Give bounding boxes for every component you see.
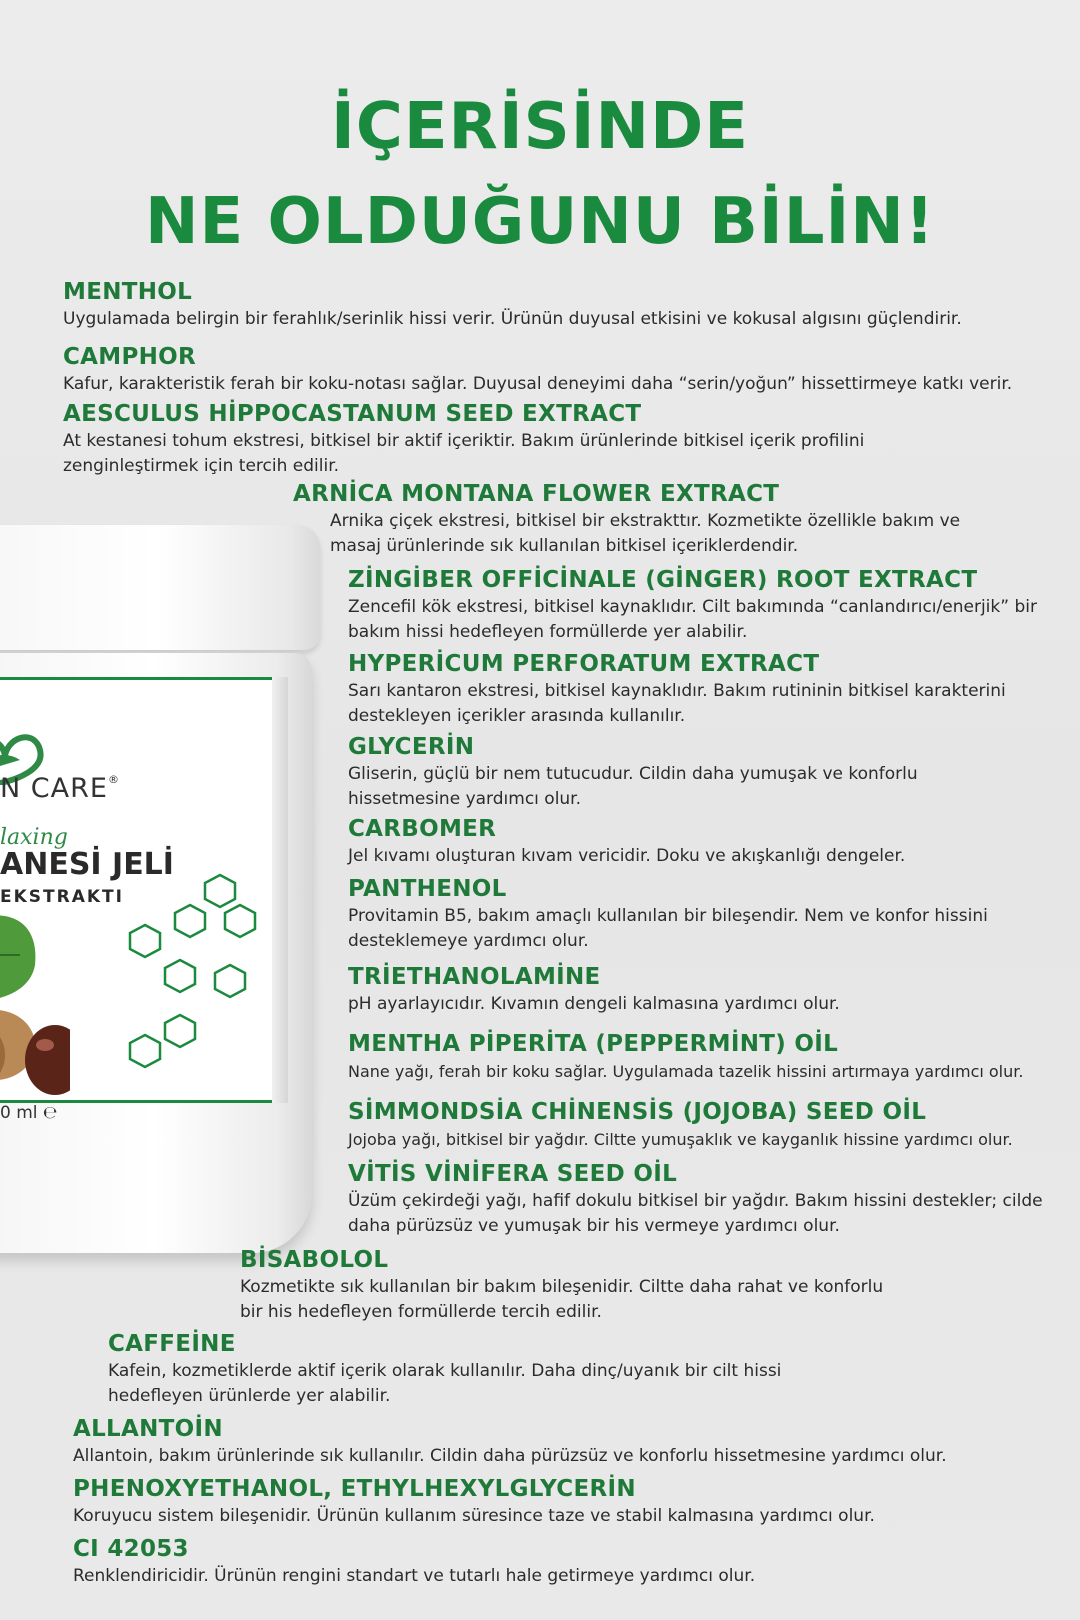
- ingredient-item-bisabolol: [240, 1246, 890, 1325]
- ingredient-name: CAFFEİNE: [108, 1331, 236, 1357]
- headline-line-2: NE OLDUĞUNU BİLİN!: [144, 185, 936, 259]
- ingredient-description: At kestanesi tohum ekstresi, bitkisel bir aktif içeriktir. Bakım ürünlerinde bitkisel içerik profilini zenginleştirmek için tercih edilir.: [63, 431, 865, 476]
- ingredient-name: SİMMONDSİA CHİNENSİS (JOJOBA) SEED OİL: [348, 1099, 927, 1125]
- ingredient-item-vitis-vinifera: [348, 1160, 1058, 1239]
- ingredient-description: Arnika çiçek ekstresi, bitkisel bir ekstrakttır. Kozmetikte özellikle bakım ve masaj ürünlerinde sık kullanılan bitkisel içeriklerdendir.: [330, 511, 961, 556]
- ingredient-name: HYPERİCUM PERFORATUM EXTRACT: [348, 651, 820, 677]
- ingredient-item-camphor: [63, 343, 1078, 397]
- product-jar-image: [0, 525, 320, 1225]
- chestnut-illustration: [0, 905, 70, 1105]
- ingredient-item-hypericum: [348, 650, 1058, 729]
- ingredient-item-mentha-piperita: [348, 1030, 1068, 1084]
- ingredient-description: Kozmetikte sık kullanılan bir bakım bileşenidir. Ciltte daha rahat ve konforlu bir his hedefleyen formüllerde tercih edilir.: [240, 1277, 884, 1322]
- ingredient-name: TRİETHANOLAMİNE: [348, 964, 601, 990]
- product-name: ANESİ JELİ: [0, 847, 174, 882]
- ingredient-item-aesculus: [63, 400, 963, 479]
- ingredient-name: GLYCERİN: [348, 734, 475, 760]
- hexagon-pattern-icon: [120, 865, 270, 1075]
- ingredient-description: Allantoin, bakım ürünlerinde sık kullanılır. Cildin daha pürüzsüz ve konforlu hissetmesine yardımcı olur.: [73, 1446, 947, 1466]
- ingredient-name: ZİNGİBER OFFİCİNALE (GİNGER) ROOT EXTRACT: [348, 567, 978, 593]
- ingredient-description: Uygulamada belirgin bir ferahlık/serinlik hissi verir. Ürünün duyusal etkisini ve kokusal algısını güçlendirir.: [63, 309, 962, 329]
- ingredient-name: CAMPHOR: [63, 344, 197, 370]
- ingredient-name: BİSABOLOL: [240, 1247, 389, 1273]
- ingredient-description: Jel kıvamı oluşturan kıvam vericidir. Doku ve akışkanlığı dengeler.: [348, 846, 906, 866]
- ingredient-item-zingiber: [348, 566, 1058, 645]
- ingredient-name: AESCULUS HİPPOCASTANUM SEED EXTRACT: [63, 401, 642, 427]
- ingredient-description: Sarı kantaron ekstresi, bitkisel kaynaklıdır. Bakım rutininin bitkisel karakterini destekleyen içerikler arasında kullanılır.: [348, 681, 1006, 726]
- ingredient-description: pH ayarlayıcıdır. Kıvamın dengeli kalmasına yardımcı olur.: [348, 994, 840, 1014]
- ingredient-name: PHENOXYETHANOL, ETHYLHEXYLGLYCERİN: [73, 1476, 636, 1502]
- ingredient-item-glycerin: [348, 733, 968, 812]
- ingredient-item-allantoin: [73, 1415, 1073, 1469]
- headline-line-1: İÇERİSİNDE: [331, 90, 749, 164]
- product-subtitle: EKSTRAKTI: [0, 887, 124, 907]
- ingredient-name: CARBOMER: [348, 816, 497, 842]
- ingredient-description: Üzüm çekirdeği yağı, hafif dokulu bitkisel bir yağdır. Bakım hissini destekler; cilde daha pürüzsüz ve yumuşak bir his vermeye yardımcı olur.: [348, 1191, 1043, 1236]
- ingredient-item-ci-42053: [73, 1535, 1073, 1589]
- brand-name-text: N CARE: [0, 773, 108, 804]
- brand-name: [0, 773, 120, 804]
- ingredient-description: Gliserin, güçlü bir nem tutucudur. Cildin daha yumuşak ve konforlu hissetmesine yardımcı olur.: [348, 764, 918, 809]
- ingredient-item-caffeine: [108, 1330, 828, 1409]
- jar-label-edge: [272, 677, 288, 1103]
- ingredient-description: Kafur, karakteristik ferah bir koku-notası sağlar. Duyusal deneyimi daha “serin/yoğun” hissettirmeye katkı verir.: [63, 374, 1013, 394]
- ingredient-description: Koruyucu sistem bileşenidir. Ürünün kullanım süresince taze ve stabil kalmasına yardımcı olur.: [73, 1506, 875, 1526]
- ingredient-description: Nane yağı, ferah bir koku sağlar. Uygulamada tazelik hissini artırmaya yardımcı olur.: [348, 1062, 1024, 1081]
- registered-mark: ®: [107, 773, 120, 786]
- ingredient-item-phenoxyethanol: [73, 1475, 1073, 1529]
- ingredient-name: PANTHENOL: [348, 876, 507, 902]
- ingredient-description: Jojoba yağı, bitkisel bir yağdır. Ciltte yumuşaklık ve kayganlık hissine yardımcı olur.: [348, 1130, 1013, 1149]
- ingredient-item-panthenol: [348, 875, 1058, 954]
- ingredient-item-menthol: [63, 278, 1063, 332]
- ingredient-description: Renklendiricidir. Ürünün rengini standart ve tutarlı hale getirmeye yardımcı olur.: [73, 1566, 756, 1586]
- ingredient-name: VİTİS VİNİFERA SEED OİL: [348, 1161, 678, 1187]
- ingredient-name: ARNİCA MONTANA FLOWER EXTRACT: [293, 481, 780, 507]
- product-tagline: laxing: [0, 825, 68, 850]
- ingredient-description: Provitamin B5, bakım amaçlı kullanılan bir bileşendir. Nem ve konfor hissini desteklemeye yardımcı olur.: [348, 906, 988, 951]
- product-volume: 0 ml ℮: [0, 1103, 58, 1123]
- ingredient-name: ALLANTOİN: [73, 1416, 223, 1442]
- ingredient-name: CI 42053: [73, 1536, 189, 1562]
- jar-lid: [0, 525, 320, 650]
- ingredient-item-triethanolamine: [348, 963, 1058, 1017]
- ingredient-name: MENTHOL: [63, 279, 193, 305]
- ingredient-name: MENTHA PİPERİTA (PEPPERMİNT) OİL: [348, 1031, 839, 1057]
- ingredient-item-arnica: [293, 480, 973, 559]
- ingredient-description: Kafein, kozmetiklerde aktif içerik olarak kullanılır. Daha dinç/uyanık bir cilt hissi hedefleyen ürünlerde yer alabilir.: [108, 1361, 782, 1406]
- ingredient-item-jojoba: [348, 1098, 1068, 1152]
- ingredient-description: Zencefil kök ekstresi, bitkisel kaynaklıdır. Cilt bakımında “canlandırıcı/enerjik” bir bakım hissi hedefleyen formüllerde yer alabilir.: [348, 597, 1037, 642]
- ingredient-item-carbomer: [348, 815, 1058, 869]
